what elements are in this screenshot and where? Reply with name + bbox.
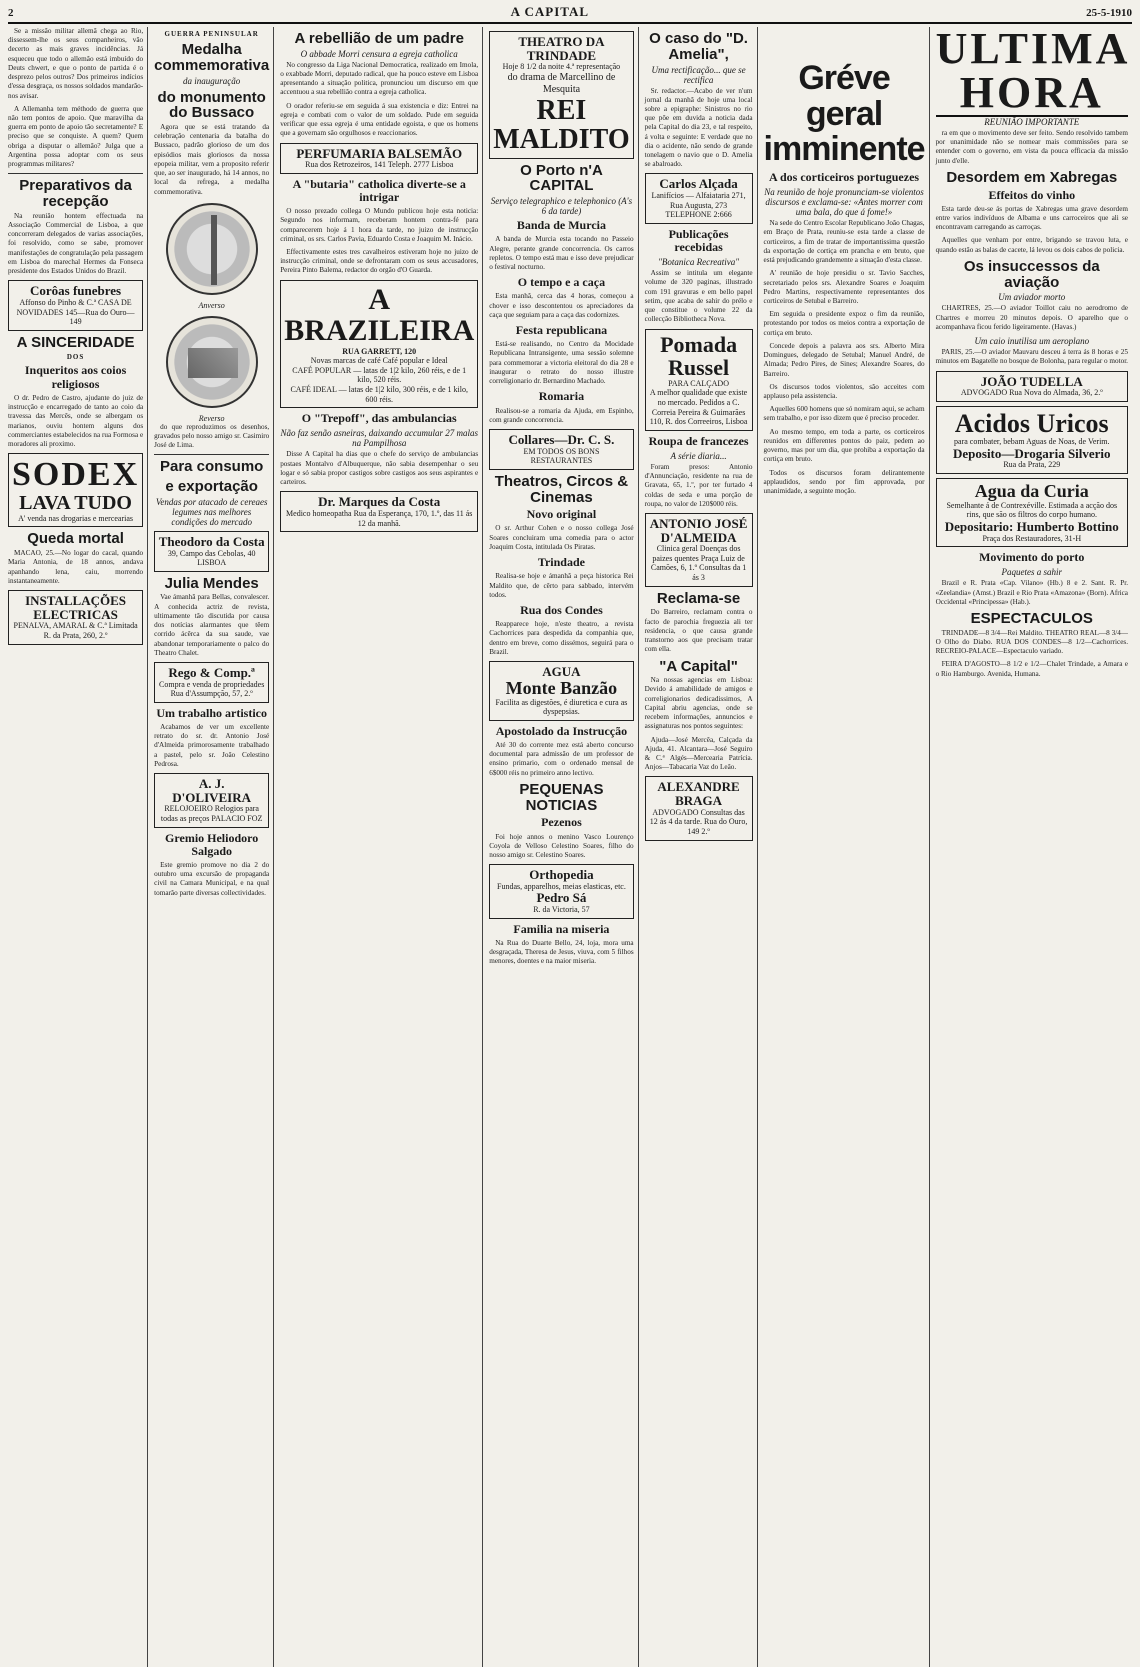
headline-apostolado: Apostolado da Instrucção bbox=[495, 723, 628, 738]
ad-title: ALEXANDRE BRAGA bbox=[657, 779, 740, 809]
ad-brazileira bbox=[280, 280, 478, 409]
ad-collares bbox=[489, 429, 633, 470]
ad-text: Rua da Prata, 229 bbox=[1003, 460, 1061, 470]
article-text: Foram presos: Antonio d'Annunciação, residente na rua de Gravata, 65, 1.º, por ter furtado 4 coldas de seda e uma porção de roupa, no valor de 120$000 réis. bbox=[644, 462, 753, 508]
column-7 bbox=[935, 24, 1132, 1667]
article-text: Realisa-se hoje e ámanhã a peça historica Rei Maldito que, de cêrto para sabbado, intervém todos. bbox=[489, 572, 634, 599]
article-text: Todos os discursos foram delirantemente applaudidos, sendo por fim approvada, por unanimidade, a seguinte moção. bbox=[763, 468, 925, 495]
subheadline: Um aviador morto bbox=[998, 292, 1066, 303]
headline-familia: Familia na miseria bbox=[513, 921, 610, 936]
article-text: Agora que se está tratando da celebração centenaria da batalha do Bussaco, padrão glorioso de um dos episódios mais gloriosos da nossa epopeia militar, vem a proposito referir que, ao ser inaugurado, há 14 annos, no local da refrega, a medalha commemorativa. bbox=[154, 123, 270, 196]
ad-text: Rua dos Retrozeiros, 141 Teleph. 2777 Lisboa bbox=[305, 160, 454, 170]
ad-braga bbox=[645, 776, 753, 840]
article-text: Ao mesmo tempo, em toda a parte, os corticeiros reunidos em differentes pontos do paiz, pedem ao governo, mas por um dia, que prohiba a exportação da cortiça em bruto. bbox=[763, 427, 925, 464]
headline-inqueritos: Inqueritos aos coios religiosos bbox=[24, 363, 127, 391]
article-text: Effectivamente estes tres cavalheiros estiveram hoje no juizo de instrucção criminal, onde se defrontaram com os seus accusadores, Pereira Pinto Balema, redactor do orgão d'O Guarda. bbox=[280, 247, 479, 275]
ad-tudella bbox=[936, 371, 1128, 402]
headline-movimento: Movimento do porto bbox=[979, 550, 1085, 565]
ad-text: PENALVA, AMARAL & C.ª Limitada R. da Prata, 260, 2.º bbox=[13, 621, 138, 640]
ad-curia bbox=[936, 478, 1128, 547]
ad-title: A. J. D'OLIVEIRA bbox=[172, 776, 252, 805]
article-text: Está-se realisando, no Centro da Mocidade Republicana Intransigente, uma sessão solemne para commemorar a victoria eleitoral do dia 28 e inaugurar o retrato do nosso illustre correligionario dr. Bernardino Machado. bbox=[489, 340, 634, 386]
article-text: Esta tarde deu-se ás portas de Xabregas uma grave desordem entre varios indivíduos de Albama e uns carroceiros que ali se encontravam carregando as carroças. bbox=[935, 204, 1128, 232]
ad-text: Facilita as digestões, é diuretica e cura as dyspepsias. bbox=[495, 697, 628, 717]
headline-theatros: Theatros, Circos & Cinemas bbox=[494, 472, 629, 506]
headline-pequenas: PEQUENAS NOTICIAS bbox=[519, 780, 604, 814]
column-6 bbox=[764, 27, 930, 1667]
subheadline-corticeiros: A dos corticeiros portuguezes bbox=[768, 170, 920, 185]
article-text: Se a missão militar allemã chega ao Rio, dissessem-lhe os seus companheiros, vão decerto as mais graves incidências. Já esqueceu que todo o allemão está imbuído do Deuts chwert, e que o ponto de partida é o desprezo pelos outros? Dos primeiros indícios d'essa desgraça, os nossos soldados mandarão-nos avisar. bbox=[8, 27, 144, 100]
headline-desordem: Desordem em Xabregas bbox=[946, 168, 1118, 186]
column-3 bbox=[280, 27, 483, 1667]
article-text: No congresso da Liga Nacional Democratica, realizado em Imola, o exabbade Morri, deputado radical, que ha pouco esteve em Lisboa apresentando a situação politica, pronunciou um discurso em que accentuou a sua rebellião contra a egreja catholica. bbox=[280, 60, 479, 97]
subheadline: Serviço telegraphico e telephonico (A's 6 da tarde) bbox=[490, 196, 633, 217]
ad-text: Medico homeopatha Rua da Esperança, 170, 1.º, das 11 ás 12 da manhã. bbox=[286, 508, 473, 528]
ad-agua-monte-banzao bbox=[489, 661, 633, 721]
ad-play-title: REI MALDITO bbox=[493, 94, 630, 156]
ad-sodex bbox=[8, 453, 143, 527]
article-text: PARIS, 25.—O aviador Mauvaru desceu á terra ás 8 horas e 25 minutos em Bagatelle no bosque de Bolonha, para regular o motor. bbox=[935, 348, 1128, 366]
ad-text: Hoje 8 1/2 da noite 4.ª representação bbox=[502, 62, 621, 72]
article-text: Foi hoje annos o menino Vasco Lourenço Coyola de Velloso Celestino Soares, filho do nosso amigo sr. Celestino Soares. bbox=[489, 832, 634, 859]
article-text: Em seguida o presidente expoz o fim da reunião, protestando por todos os meios contra a exportação de cortiça em bruto. bbox=[763, 310, 925, 337]
column-4 bbox=[489, 27, 638, 1667]
article-text: A banda de Murcia esta tocando no Passeio Alegre, perante grande concorrencia. Os carros repletos. O tempo está mau e isso deve prejudicar o festival nocturno. bbox=[489, 235, 634, 271]
ad-title: ANTONIO JOSÉ D'ALMEIDA bbox=[649, 516, 748, 545]
section-festa: Festa republicana bbox=[515, 323, 608, 338]
headline-bussaco: do monumento do Bussaco bbox=[157, 88, 266, 122]
ad-title: Agua da Curia bbox=[974, 480, 1089, 501]
article-text: MACAO, 25.—No logar do cacal, quando Maria Antonia, de 18 annos, andava apanhando lena, caiu, morrendo instantaneamente. bbox=[8, 549, 144, 585]
subheadline: Não faz senão asneiras, daixando accumular 27 malas na Pampilhosa bbox=[280, 428, 478, 449]
headline-insuccessos: Os insuccessos da aviação bbox=[963, 257, 1100, 291]
ad-text: A melhor qualidade que existe no mercado. Pedidos a C. Correia Pereira & Guimarães 110, R. dos Correeiros, Lisboa bbox=[649, 388, 748, 427]
article-text: Do Barreiro, reclamam contra o facto de parochia freguezia ali ter residencia, o que causa grande transtorno aos que precisam tratar com ella. bbox=[644, 608, 753, 654]
article-text: Aquelles 600 homens que só nomiram aqui, se acham sem trabalho, e por isso dizem que é preciso proceder. bbox=[763, 405, 925, 423]
article-text: FEIRA D'AGOSTO—8 1/2 e 1/2—Chalet Trindade, a Amara e o Rio Hamburgo. Avenida, Humana. bbox=[935, 660, 1128, 678]
ad-text: Fundas, apparelhos, meias elasticas, etc. bbox=[497, 881, 626, 891]
ad-acidos bbox=[936, 406, 1128, 474]
headline-sinceridade: A SINCERIDADE bbox=[16, 333, 135, 351]
article-text: do que reproduzimos os desenhos, gravados pelo nosso amigo sr. Casimiro José de Lima. bbox=[154, 422, 270, 450]
paper-name: A CAPITAL bbox=[510, 4, 590, 19]
issue-date: 25-5-1910 bbox=[1086, 7, 1132, 19]
headline-gremio: Gremio Heliodoro Salgado bbox=[165, 830, 259, 858]
section-condes: Rua dos Condes bbox=[520, 602, 603, 617]
headline-amelia: O caso do "D. Amelia", bbox=[649, 30, 748, 63]
article-text: Na Rua do Duarte Bello, 24, loja, mora uma desgraçada, Theresa de Jesus, viuva, com 5 filhos menores, doentes e na maior miseria. bbox=[489, 938, 634, 966]
ad-title: Carlos Alçada bbox=[659, 176, 738, 192]
headline-queda: Queda mortal bbox=[27, 530, 124, 548]
headline-porto: O Porto n'A CAPITAL bbox=[520, 161, 603, 195]
ad-title: THEATRO DA TRINDADE bbox=[518, 34, 605, 63]
ad-title: Rego & Comp.ª bbox=[168, 665, 255, 681]
article-text: TRINDADE—8 3/4—Rei Maldito. THEATRO REAL—8 3/4—O Olho do Diabo. RUA DOS CONDES—8 1/2—Cachorrices. RECREIO-PALACE—Espectaculo variado. bbox=[935, 628, 1128, 656]
column-5 bbox=[645, 27, 758, 1667]
article-text: ra em que o movimento deve ser feito. Sendo resolvido tambem por unanimidade não se nomear mais commissões para se entender com o governo, em vista da pouca efficacia da missão junto d'elle. bbox=[935, 129, 1128, 165]
ad-title: Acidos Uricos bbox=[954, 408, 1109, 438]
ad-coroas bbox=[8, 280, 143, 330]
ad-title: SODEX bbox=[12, 456, 140, 494]
article-text: CHARTRES, 25.—O aviador Toillot caiu no aerodromo de Chartres e morreu 20 minutos depois. O aparelho que o acompanhava ficou ferido ligeiramente. (Havas.) bbox=[935, 304, 1128, 331]
article-text: Aquelles que venham por entre, brigando se travou luta, e quando estão as balas de cacete, lá levou os dois cabos de policia. bbox=[935, 236, 1128, 254]
ad-title: Collares—Dr. C. S. bbox=[508, 431, 615, 447]
column-1 bbox=[8, 27, 148, 1667]
column-2 bbox=[154, 27, 274, 1667]
article-text: O orador referiu-se em seguida á sua existencia e diz: Entrei na egreja e combati com o valor de um soldado. Pude em seguida verificar que essa egreja é uma entidade egoista, e que os homens que a governam são orgulhosos e reaccionarios. bbox=[280, 101, 479, 138]
headline-roupa: Roupa de francezes bbox=[648, 433, 749, 448]
headline-recepcao: Preparativos da recepção bbox=[19, 177, 132, 211]
subheadline: Effeitos do vinho bbox=[988, 187, 1076, 202]
ad-rego bbox=[154, 662, 269, 703]
article-text: Brazil e R. Prata «Cap. Vilano» (Hb.) 8 e 2. Sant. R. Pr. «Zeelandia» (Amst.) Brazil e Rio Prata «Amazona» (Born). Africa Occidental «Principessa» (Hab.). bbox=[935, 579, 1128, 606]
ad-title: Theodoro da Costa bbox=[158, 533, 265, 549]
article-text: Os discursos todos violentos, são acceites com applauso pela assistencia. bbox=[763, 382, 925, 400]
headline-medalha: Medalha commemorativa bbox=[154, 41, 270, 74]
page-number: 2 bbox=[8, 7, 14, 19]
ad-title: AGUA bbox=[542, 664, 581, 680]
article-text: Concede depois a palavra aos srs. Alberto Mira Domingues, delegado de Setubal; Manuel André, de Almada; Pedro Pires, de Sines; Alexandre Soares, do Barreiro. bbox=[763, 341, 925, 378]
ad-text: CAFÉ POPULAR — latas de 1|2 kilo, 260 réis, e de 1 kilo, 520 réis. bbox=[292, 365, 467, 385]
medal-obverse-image bbox=[166, 203, 258, 295]
headline-espectaculos: ESPECTACULOS bbox=[970, 610, 1093, 628]
subheadline: da inauguração bbox=[183, 75, 241, 86]
ad-antonio-almeida bbox=[645, 513, 753, 587]
article-text: A Allemanha tem méthodo de guerra que não tem pontos de apoio. Que maravilha da guerra em ponto de apoio tão secretamente? E preciso que se conquiste. A quem? Quem obriga a disputar o allemão? Julga que a Argentina possa adoptar com os seus programmas militares? bbox=[8, 104, 144, 169]
headline-trepoff: O "Trepoff", das ambulancias bbox=[301, 411, 457, 426]
section-pezenos: Pezenos bbox=[541, 815, 582, 830]
ad-title: Deposito—Drogaria Silverio bbox=[953, 445, 1111, 461]
ad-theatro-trindade bbox=[489, 31, 633, 159]
ad-text: ADVOGADO Consultas das 12 ás 4 da tarde. Rua do Ouro, 149 2.º bbox=[649, 807, 748, 836]
ad-text: 39, Campo das Cebolas, 40 LISBOA bbox=[167, 548, 256, 568]
ad-title: A BRAZILEIRA bbox=[284, 282, 475, 348]
ad-address: RUA GARRETT, 120 bbox=[342, 346, 417, 356]
ad-title: Pedro Sá bbox=[536, 890, 587, 906]
ad-title: JOÃO TUDELLA bbox=[980, 373, 1083, 389]
article-text: Acabamos de ver um excellente retrato do sr. dr. Antonio José d'Almeida primorosamente trabalhado a pastel, pelo sr. João Celestino Pedrosa. bbox=[154, 723, 270, 768]
headline-reclama: Reclama-se bbox=[656, 589, 741, 607]
ad-text: do drama de Marcellino de Mesquita bbox=[507, 71, 616, 95]
subheadline: A série diaria... bbox=[670, 450, 727, 461]
ad-text: EM TODOS OS BONS RESTAURANTES bbox=[523, 446, 600, 466]
ad-text: para combater, bebam Aguas de Noas, de Verim. bbox=[954, 437, 1110, 447]
headline-julia: Julia Mendes bbox=[164, 574, 259, 592]
article-text: Assim se intitula um elegante volume de 320 paginas, illustrado com 191 gravuras e em bello papel setim, que acaba de sahir do prélo e que constitue o volume 22 da collecção Bibliotheca Nova. bbox=[644, 269, 753, 324]
subheadline: Na reunião de hoje pronunciam-se violentos discursos e exclama-se: «Antes morrer com uma bala, do que á fome!» bbox=[764, 187, 924, 218]
caption-reverso: Reverso bbox=[198, 413, 225, 423]
headline-trabalho: Um trabalho artistico bbox=[156, 705, 267, 720]
article-text: O dr. Pedro de Castro, ajudante do juiz de instrucção e encarregado de tanto ao coio da travessa das Mercês, onde se albergam os marianos, ouviu hontem alguns dos commerciantes estabelecidos na rua Formosa e moradores ali proximo. bbox=[8, 393, 144, 448]
ad-text: Lanifícios — Alfaiataria 271, Rua Augusta, 273 TELEPHONE 2:666 bbox=[651, 191, 746, 220]
article-text: Disse A Capital ha dias que o chefe do serviço de ambulancias postaes Montalvo d'Albuquerque, não sabia desempenhar o seu logar e só sabia propor castigos sobre castigos aos seus aspirantes e carteiros. bbox=[280, 450, 479, 487]
section-tempo: O tempo e a caça bbox=[517, 275, 606, 290]
article-text: Este gremio promove no dia 2 do outubro uma excursão de propaganda civil na Camara Municipal, e na qual tomarão parte diversas collectividades. bbox=[154, 860, 270, 897]
article-text: Esta manhã, cerca das 4 horas, começou a chover e isso descontentou os apreciadores da caça que seguiam para a caça das codornizes. bbox=[489, 292, 634, 319]
ad-title: INSTALLAÇÕES ELECTRICAS bbox=[25, 593, 127, 622]
article-text: Ajuda—José Mercêa, Calçada da Ajuda, 41. Alcantara—José Seguiro & C.ª Algés—Mercearia Patrícia. Anjos—Tabacaria Vaz do Leão. bbox=[644, 735, 753, 772]
headline-padre: A rebellião de um padre bbox=[294, 30, 464, 47]
subheadline: Um caio inutilisa um aeroplano bbox=[974, 336, 1090, 347]
article-text: O nosso prezado collega O Mundo publicou hoje esta noticia: Segundo nos informam, receberam hontem contra-fé para comparecerem hoje á 1 hora da tarde, no juizo de instrucção criminal, os srs. Carlos Pavia, Eduardo Costa e Joaquim M. Inácio. bbox=[280, 207, 479, 243]
ad-text: PARA CALÇADO bbox=[668, 378, 729, 388]
article-text: Até 30 do corrente mez está aberto concurso documental para admissão de um professor de ensino primario, com o ordenado mensal de 6$000 réis no primeiro anno lectivo. bbox=[489, 740, 634, 777]
article-text: Na reunião hontem effectuada na Associação Commercial de Lisboa, a que concorreram delegados de varias associações, foi resolvido, como se sabe, promover manifestações de congratulação pela passagem em Lisboa do marechal Hermes da Fonseca presidente dos Estados Unidos do Brazil. bbox=[8, 211, 144, 276]
headline-ultima-hora: ULTIMA HORA bbox=[935, 24, 1131, 117]
ad-text: Clinica geral Doenças dos paizes quentes Praça Luiz de Camões, 6, 1.º Consultas da 1 ás 3 bbox=[650, 544, 747, 583]
ad-perfumaria bbox=[280, 143, 478, 174]
ad-text: A' venda nas drogarias e mercearias bbox=[18, 513, 134, 523]
ad-text: Novas marcas de café Café popular e Ideal bbox=[310, 356, 448, 366]
ad-title: Depositario: Humberto Bottino bbox=[944, 518, 1119, 534]
headline-greve: Gréve geral imminente bbox=[763, 59, 925, 169]
ad-pomada-russel bbox=[645, 329, 753, 431]
article-text: A' reunião de hoje presidiu o sr. Tavio Sacches, secretariado pelos srs. Alexandre Soares e Joaquim Pedro Martins, respectivamente representantes dos corticeiros de Setubal e Barreiro. bbox=[763, 269, 925, 305]
ad-alcada bbox=[645, 173, 753, 223]
headline-consumo: Para consumo bbox=[159, 458, 264, 476]
medal-reverse-image bbox=[166, 316, 258, 408]
subheadline: Uma rectificação... que se rectifica bbox=[651, 64, 746, 85]
ad-title: Monte Banzão bbox=[505, 677, 618, 698]
section-trindade: Trindade bbox=[537, 555, 585, 570]
ad-title: Pomada Russel bbox=[660, 331, 738, 380]
ad-subtitle: LAVA TUDO bbox=[19, 491, 132, 514]
article-text: Realisou-se a romaria da Ajuda, em Espinho, com grande concorrencia. bbox=[489, 406, 634, 424]
article-text: Na sede do Centro Escolar Republicano João Chagas, em Braço de Prata, reuniu-se esta tarde a classe de corticeiros, a fim de tratar de importantissima questão da exportação de cortiça em prancha e em bruto, que está prejudicando grandemente a situação d'esta classe. bbox=[763, 219, 925, 265]
ultima-hora-left bbox=[764, 27, 925, 57]
article-text: Sr. redactor.—Acabo de ver n'um jornal da manhã de hoje uma local sobre a epigraphe: Sinistros no rio que põe em duvida a noticia dada pela Capital do dia 23, e tal respeito, á volta e seguinte: E verdade que no dia o acidente, não sendo de grande tonelagem o navio que o D. Amelia se abalroado. bbox=[644, 86, 753, 169]
ad-installacoes bbox=[8, 590, 143, 644]
subheadline: "Botanica Recreativa" bbox=[658, 257, 740, 268]
article-text: O sr. Arthur Cohen e o nosso collega José Soares concluiram uma comedia para o actor Joaquim Costa, intitulada Os Piratas. bbox=[489, 524, 634, 551]
headline-publicacoes: Publicações recebidas bbox=[668, 226, 729, 255]
subheadline: Vendas por atacado de cereaes legumes nas melhores condições do mercado bbox=[155, 496, 268, 527]
subheadline: O abbade Morri censura a egreja catholica bbox=[300, 48, 458, 59]
ad-title: Orthopedia bbox=[529, 867, 594, 883]
ad-text: CAFÉ IDEAL — latas de 1|2 kilo, 300 réis, e de 1 kilo, 600 réis. bbox=[290, 385, 468, 404]
caption-anverso: Anverso bbox=[198, 300, 225, 310]
ad-text: Affonso do Pinho & C.ª CASA DE NOVIDADES 145—Rua do Ouro—149 bbox=[16, 297, 135, 327]
article-text: Vae ámanhã para Bellas, convalescer. A conhecida actriz de revista, ultimamente tão discutida por causa dos notícias alarmantes que têem corrido ácêrca da sua saude, vae abandonar temporariamente o palco do Theatro Chalet. bbox=[154, 593, 270, 657]
ad-text: Compra e venda de propriedades Rua d'Assumpção, 57, 2.º bbox=[159, 679, 265, 699]
section-novo: Novo original bbox=[526, 507, 597, 522]
subheadline: Paquetes a sahir bbox=[1001, 567, 1063, 578]
ad-text: R. da Victoria, 57 bbox=[533, 905, 590, 915]
section-romaria: Romaria bbox=[538, 389, 585, 404]
article-text: Na nossas agencias em Lisboa: Devido á amabilidade de amigos e correligionarios dedicadissimos, A Capital abriu agencias, onde se recebem informações, annuncios e assignaturas nos pontos seguintes: bbox=[644, 676, 753, 731]
ad-theodoro bbox=[154, 531, 269, 572]
article-text: Reapparece hoje, n'este theatro, a revista Cachorrices para despedida da companhia que, dentro em breve, como dissémos, seguirá para o Brazil. bbox=[489, 620, 634, 656]
ad-text: RELOJOEIRO Relogios para todas as preços PALACIO FOZ bbox=[160, 804, 263, 823]
headline-exportacao: e exportação bbox=[165, 478, 258, 496]
headline-butaria: A "butaria" catholica diverte-se a intrigar bbox=[292, 176, 466, 204]
ad-title: PERFUMARIA BALSEMÃO bbox=[296, 145, 463, 161]
ad-text: ADVOGADO Rua Nova do Almada, 36, 2.º bbox=[960, 388, 1103, 398]
ad-marques bbox=[280, 491, 478, 532]
ad-oliveira bbox=[154, 773, 269, 827]
ad-orthopedia bbox=[489, 864, 633, 918]
headline-dos: DOS bbox=[66, 353, 85, 362]
ad-text: Praça dos Restauradores, 31-H bbox=[982, 533, 1082, 543]
section-murcia: Banda de Murcia bbox=[516, 218, 606, 233]
ad-title: Corôas funebres bbox=[30, 283, 122, 299]
ad-text: Semelhante á de Contrexéville. Estimada a acção dos rins, que são os filtros do corpo humano. bbox=[946, 500, 1118, 520]
ad-title: Dr. Marques da Costa bbox=[318, 494, 441, 510]
subheadline: REUNIÃO IMPORTANTE bbox=[984, 117, 1080, 127]
kicker: GUERRA PENINSULAR bbox=[164, 30, 259, 38]
masthead bbox=[8, 4, 1132, 24]
headline-capital: "A Capital" bbox=[659, 657, 738, 675]
